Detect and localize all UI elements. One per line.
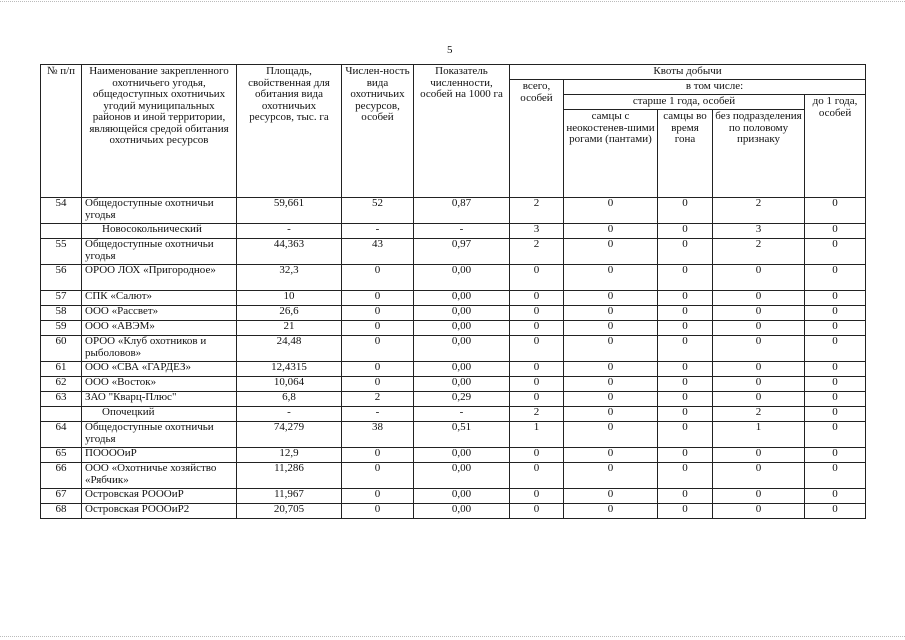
cell-under1: 0 xyxy=(805,362,866,377)
cell-under1: 0 xyxy=(805,448,866,463)
cell-density: 0,00 xyxy=(414,265,510,291)
cell-num: 55 xyxy=(41,239,82,265)
cell-num: 57 xyxy=(41,291,82,306)
cell-num: 59 xyxy=(41,321,82,336)
table-body xyxy=(41,198,866,519)
cell-name: Островская РОООиР xyxy=(82,489,237,504)
cell-name: ООО «СВА «ГАРДЕЗ» xyxy=(82,362,237,377)
cell-males-antlers: 0 xyxy=(564,321,658,336)
cell-males-rut: 0 xyxy=(658,463,713,489)
cell-under1: 0 xyxy=(805,504,866,519)
cell-no-sex: 0 xyxy=(713,306,805,321)
cell-males-antlers: 0 xyxy=(564,377,658,392)
cell-males-rut: 0 xyxy=(658,504,713,519)
cell-males-rut: 0 xyxy=(658,239,713,265)
cell-name: Общедоступные охотничьи угодья xyxy=(82,198,237,224)
cell-density: 0,00 xyxy=(414,321,510,336)
cell-males-rut: 0 xyxy=(658,321,713,336)
table-row xyxy=(41,306,866,321)
cell-males-rut: 0 xyxy=(658,265,713,291)
cell-num: 63 xyxy=(41,392,82,407)
cell-no-sex: 0 xyxy=(713,362,805,377)
table-row xyxy=(41,336,866,362)
cell-num: 54 xyxy=(41,198,82,224)
table-row xyxy=(41,239,866,265)
cell-density: 0,51 xyxy=(414,422,510,448)
cell-males-rut: 0 xyxy=(658,407,713,422)
cell-name: ПООООиР xyxy=(82,448,237,463)
cell-num: 68 xyxy=(41,504,82,519)
table-row xyxy=(41,291,866,306)
cell-no-sex: 0 xyxy=(713,377,805,392)
cell-total: 0 xyxy=(510,321,564,336)
cell-males-rut: 0 xyxy=(658,306,713,321)
cell-name: СПК «Салют» xyxy=(82,291,237,306)
header-older: старше 1 года, особей xyxy=(564,95,805,110)
cell-total: 0 xyxy=(510,463,564,489)
cell-under1: 0 xyxy=(805,377,866,392)
cell-no-sex: 3 xyxy=(713,224,805,239)
cell-males-rut: 0 xyxy=(658,392,713,407)
cell-num: 65 xyxy=(41,448,82,463)
table-row xyxy=(41,362,866,377)
cell-no-sex: 0 xyxy=(713,321,805,336)
cell-population: - xyxy=(342,407,414,422)
cell-num: 56 xyxy=(41,265,82,291)
cell-area: 11,967 xyxy=(237,489,342,504)
cell-under1: 0 xyxy=(805,392,866,407)
cell-area: 20,705 xyxy=(237,504,342,519)
cell-under1: 0 xyxy=(805,489,866,504)
header-under1: до 1 года, особей xyxy=(805,95,866,198)
cell-total: 0 xyxy=(510,392,564,407)
cell-density: 0,00 xyxy=(414,448,510,463)
cell-males-rut: 0 xyxy=(658,362,713,377)
cell-area: 12,4315 xyxy=(237,362,342,377)
cell-under1: 0 xyxy=(805,463,866,489)
cell-population: 2 xyxy=(342,392,414,407)
header-name: Наименование закрепленного охотничьего угодья, общедоступных охотничьих угодий муниципальных районов и иной территории, являющейся средой обитания охотничьих ресурсов xyxy=(82,65,237,198)
cell-under1: 0 xyxy=(805,198,866,224)
cell-males-antlers: 0 xyxy=(564,291,658,306)
cell-population: 0 xyxy=(342,362,414,377)
cell-total: 2 xyxy=(510,198,564,224)
table-row xyxy=(41,265,866,291)
cell-area: 59,661 xyxy=(237,198,342,224)
cell-density: 0,00 xyxy=(414,377,510,392)
table-row xyxy=(41,198,866,224)
cell-males-rut: 0 xyxy=(658,336,713,362)
table-header xyxy=(41,65,866,198)
cell-population: 0 xyxy=(342,321,414,336)
cell-males-antlers: 0 xyxy=(564,239,658,265)
cell-total: 0 xyxy=(510,504,564,519)
cell-total: 0 xyxy=(510,448,564,463)
cell-population: 0 xyxy=(342,489,414,504)
cell-name: Общедоступные охотничьи угодья xyxy=(82,422,237,448)
cell-name: Общедоступные охотничьи угодья xyxy=(82,239,237,265)
cell-num: 58 xyxy=(41,306,82,321)
cell-num xyxy=(41,407,82,422)
header-males-rut: самцы во время гона xyxy=(658,110,713,198)
cell-density: 0,00 xyxy=(414,504,510,519)
cell-density: - xyxy=(414,224,510,239)
header-population: Числен-ность вида охотничьих ресурсов, особей xyxy=(342,65,414,198)
cell-area: 12,9 xyxy=(237,448,342,463)
cell-total: 0 xyxy=(510,291,564,306)
cell-total: 2 xyxy=(510,407,564,422)
cell-under1: 0 xyxy=(805,291,866,306)
cell-total: 0 xyxy=(510,377,564,392)
table-row xyxy=(41,377,866,392)
cell-males-antlers: 0 xyxy=(564,265,658,291)
cell-population: 0 xyxy=(342,377,414,392)
cell-total: 0 xyxy=(510,336,564,362)
cell-population: - xyxy=(342,224,414,239)
cell-area: - xyxy=(237,407,342,422)
cell-name: Опочецкий xyxy=(82,407,237,422)
cell-area: 10,064 xyxy=(237,377,342,392)
cell-density: 0,87 xyxy=(414,198,510,224)
cell-no-sex: 1 xyxy=(713,422,805,448)
header-num: № п/п xyxy=(41,65,82,198)
cell-num: 64 xyxy=(41,422,82,448)
cell-total: 0 xyxy=(510,362,564,377)
cell-no-sex: 0 xyxy=(713,504,805,519)
cell-no-sex: 0 xyxy=(713,291,805,306)
cell-area: 32,3 xyxy=(237,265,342,291)
cell-under1: 0 xyxy=(805,239,866,265)
header-area: Площадь, свойственная для обитания вида охотничьих ресурсов, тыс. га xyxy=(237,65,342,198)
cell-no-sex: 0 xyxy=(713,448,805,463)
cell-name: Островская РОООиР2 xyxy=(82,504,237,519)
cell-total: 1 xyxy=(510,422,564,448)
district-row xyxy=(41,407,866,422)
cell-name: ОРОО «Клуб охотников и рыболовов» xyxy=(82,336,237,362)
cell-name: ООО «Охотничье хозяйство «Рябчик» xyxy=(82,463,237,489)
scan-edge-bottom xyxy=(0,636,905,637)
cell-name: ООО «Рассвет» xyxy=(82,306,237,321)
cell-num: 66 xyxy=(41,463,82,489)
cell-area: 24,48 xyxy=(237,336,342,362)
cell-no-sex: 0 xyxy=(713,489,805,504)
header-no-sex: без подразделения по половому признаку xyxy=(713,110,805,198)
cell-num: 61 xyxy=(41,362,82,377)
cell-density: 0,00 xyxy=(414,362,510,377)
cell-name: ЗАО "Кварц-Плюс" xyxy=(82,392,237,407)
cell-males-rut: 0 xyxy=(658,422,713,448)
cell-total: 3 xyxy=(510,224,564,239)
cell-area: 74,279 xyxy=(237,422,342,448)
cell-name: ООО «АВЭМ» xyxy=(82,321,237,336)
cell-density: 0,00 xyxy=(414,489,510,504)
cell-males-antlers: 0 xyxy=(564,224,658,239)
cell-name: Новосокольнический xyxy=(82,224,237,239)
cell-density: - xyxy=(414,407,510,422)
cell-num xyxy=(41,224,82,239)
table-row xyxy=(41,463,866,489)
cell-males-antlers: 0 xyxy=(564,448,658,463)
hunting-quota-table xyxy=(40,64,866,519)
cell-area: 10 xyxy=(237,291,342,306)
cell-no-sex: 0 xyxy=(713,336,805,362)
cell-males-antlers: 0 xyxy=(564,422,658,448)
cell-area: 6,8 xyxy=(237,392,342,407)
cell-males-rut: 0 xyxy=(658,377,713,392)
cell-males-rut: 0 xyxy=(658,448,713,463)
cell-no-sex: 0 xyxy=(713,265,805,291)
cell-males-antlers: 0 xyxy=(564,463,658,489)
header-quotas: Квоты добычи xyxy=(510,65,866,80)
table-row xyxy=(41,321,866,336)
cell-area: 11,286 xyxy=(237,463,342,489)
table-row xyxy=(41,422,866,448)
table-row xyxy=(41,489,866,504)
scan-edge-top xyxy=(0,1,905,2)
cell-no-sex: 2 xyxy=(713,239,805,265)
cell-name: ООО «Восток» xyxy=(82,377,237,392)
cell-under1: 0 xyxy=(805,407,866,422)
cell-no-sex: 0 xyxy=(713,392,805,407)
cell-population: 0 xyxy=(342,336,414,362)
header-total: всего, особей xyxy=(510,80,564,198)
cell-name: ОРОО ЛОХ «Пригородное» xyxy=(82,265,237,291)
cell-population: 0 xyxy=(342,504,414,519)
cell-total: 0 xyxy=(510,265,564,291)
header-density: Показатель численности, особей на 1000 га xyxy=(414,65,510,198)
cell-males-antlers: 0 xyxy=(564,336,658,362)
cell-density: 0,00 xyxy=(414,336,510,362)
cell-area: 26,6 xyxy=(237,306,342,321)
cell-population: 38 xyxy=(342,422,414,448)
cell-males-antlers: 0 xyxy=(564,306,658,321)
cell-under1: 0 xyxy=(805,224,866,239)
cell-density: 0,00 xyxy=(414,306,510,321)
cell-males-rut: 0 xyxy=(658,224,713,239)
cell-males-rut: 0 xyxy=(658,198,713,224)
cell-males-antlers: 0 xyxy=(564,198,658,224)
cell-males-antlers: 0 xyxy=(564,504,658,519)
cell-area: 44,363 xyxy=(237,239,342,265)
cell-population: 0 xyxy=(342,291,414,306)
cell-population: 0 xyxy=(342,463,414,489)
cell-population: 52 xyxy=(342,198,414,224)
page-number: 5 xyxy=(447,44,453,56)
cell-population: 0 xyxy=(342,448,414,463)
table-row xyxy=(41,448,866,463)
cell-under1: 0 xyxy=(805,422,866,448)
cell-under1: 0 xyxy=(805,306,866,321)
cell-total: 2 xyxy=(510,239,564,265)
district-row xyxy=(41,224,866,239)
cell-area: 21 xyxy=(237,321,342,336)
cell-density: 0,29 xyxy=(414,392,510,407)
cell-under1: 0 xyxy=(805,336,866,362)
cell-population: 43 xyxy=(342,239,414,265)
cell-no-sex: 0 xyxy=(713,463,805,489)
header-including: в том числе: xyxy=(564,80,866,95)
cell-males-antlers: 0 xyxy=(564,489,658,504)
cell-males-antlers: 0 xyxy=(564,392,658,407)
table-row xyxy=(41,504,866,519)
cell-density: 0,00 xyxy=(414,291,510,306)
cell-under1: 0 xyxy=(805,321,866,336)
cell-males-rut: 0 xyxy=(658,489,713,504)
cell-population: 0 xyxy=(342,306,414,321)
cell-total: 0 xyxy=(510,489,564,504)
table-row xyxy=(41,392,866,407)
cell-area: - xyxy=(237,224,342,239)
cell-num: 60 xyxy=(41,336,82,362)
cell-num: 62 xyxy=(41,377,82,392)
header-males-antlers: самцы с неокостенев-шими рогами (пантами) xyxy=(564,110,658,198)
cell-population: 0 xyxy=(342,265,414,291)
cell-males-antlers: 0 xyxy=(564,407,658,422)
cell-no-sex: 2 xyxy=(713,198,805,224)
cell-density: 0,97 xyxy=(414,239,510,265)
cell-total: 0 xyxy=(510,306,564,321)
cell-no-sex: 2 xyxy=(713,407,805,422)
cell-males-rut: 0 xyxy=(658,291,713,306)
cell-density: 0,00 xyxy=(414,463,510,489)
cell-num: 67 xyxy=(41,489,82,504)
cell-under1: 0 xyxy=(805,265,866,291)
cell-males-antlers: 0 xyxy=(564,362,658,377)
